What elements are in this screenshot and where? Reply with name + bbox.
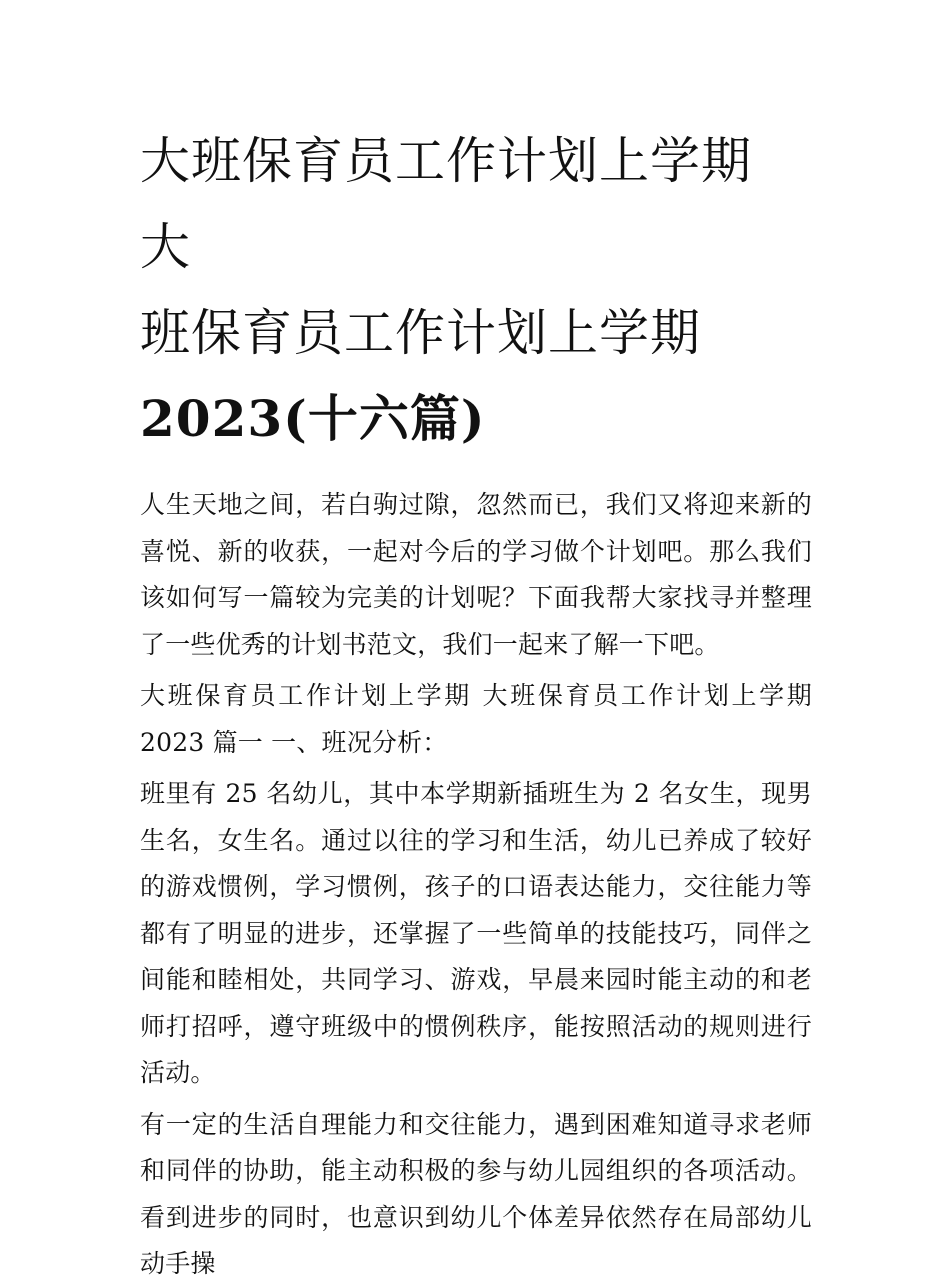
title-line-1: 大班保育员工作计划上学期 大	[140, 132, 752, 276]
document-title	[140, 118, 812, 462]
title-line-2: 班保育员工作计划上学期	[140, 304, 701, 362]
intro-paragraph: 人生天地之间，若白驹过隙，忽然而已，我们又将迎来新的喜悦、新的收获，一起对今后的学习做个计划吧。那么我们该如何写一篇较为完美的计划呢？下面我帮大家找寻并整理了一些优秀的计划书范文，我们一起来了解一下吧。	[140, 490, 812, 659]
document-page	[140, 118, 812, 1288]
ability-paragraph: 有一定的生活自理能力和交往能力，遇到困难知道寻求老师和同伴的协助，能主动积极的参与幼儿园组织的各项活动。看到进步的同时，也意识到幼儿个体差异依然存在局部幼儿动手操	[140, 1109, 812, 1278]
section-heading: 大班保育员工作计划上学期 大班保育员工作计划上学期 2023 篇一 一、班况分析：	[140, 681, 812, 757]
title-line-3: 2023(十六篇)	[140, 389, 486, 448]
class-analysis-paragraph: 班里有 25 名幼儿，其中本学期新插班生为 2 名女生，现男生名，女生名。通过以往的学习和生活，幼儿已养成了较好的游戏惯例，学习惯例，孩子的口语表达能力，交往能力等都有了明显的进步，还掌握了一些简单的技能技巧，同伴之间能和睦相处，共同学习、游戏，早晨来园时能主动的和老师打招呼，遵守班级中的惯例秩序，能按照活动的规则进行活动。	[140, 779, 812, 1087]
